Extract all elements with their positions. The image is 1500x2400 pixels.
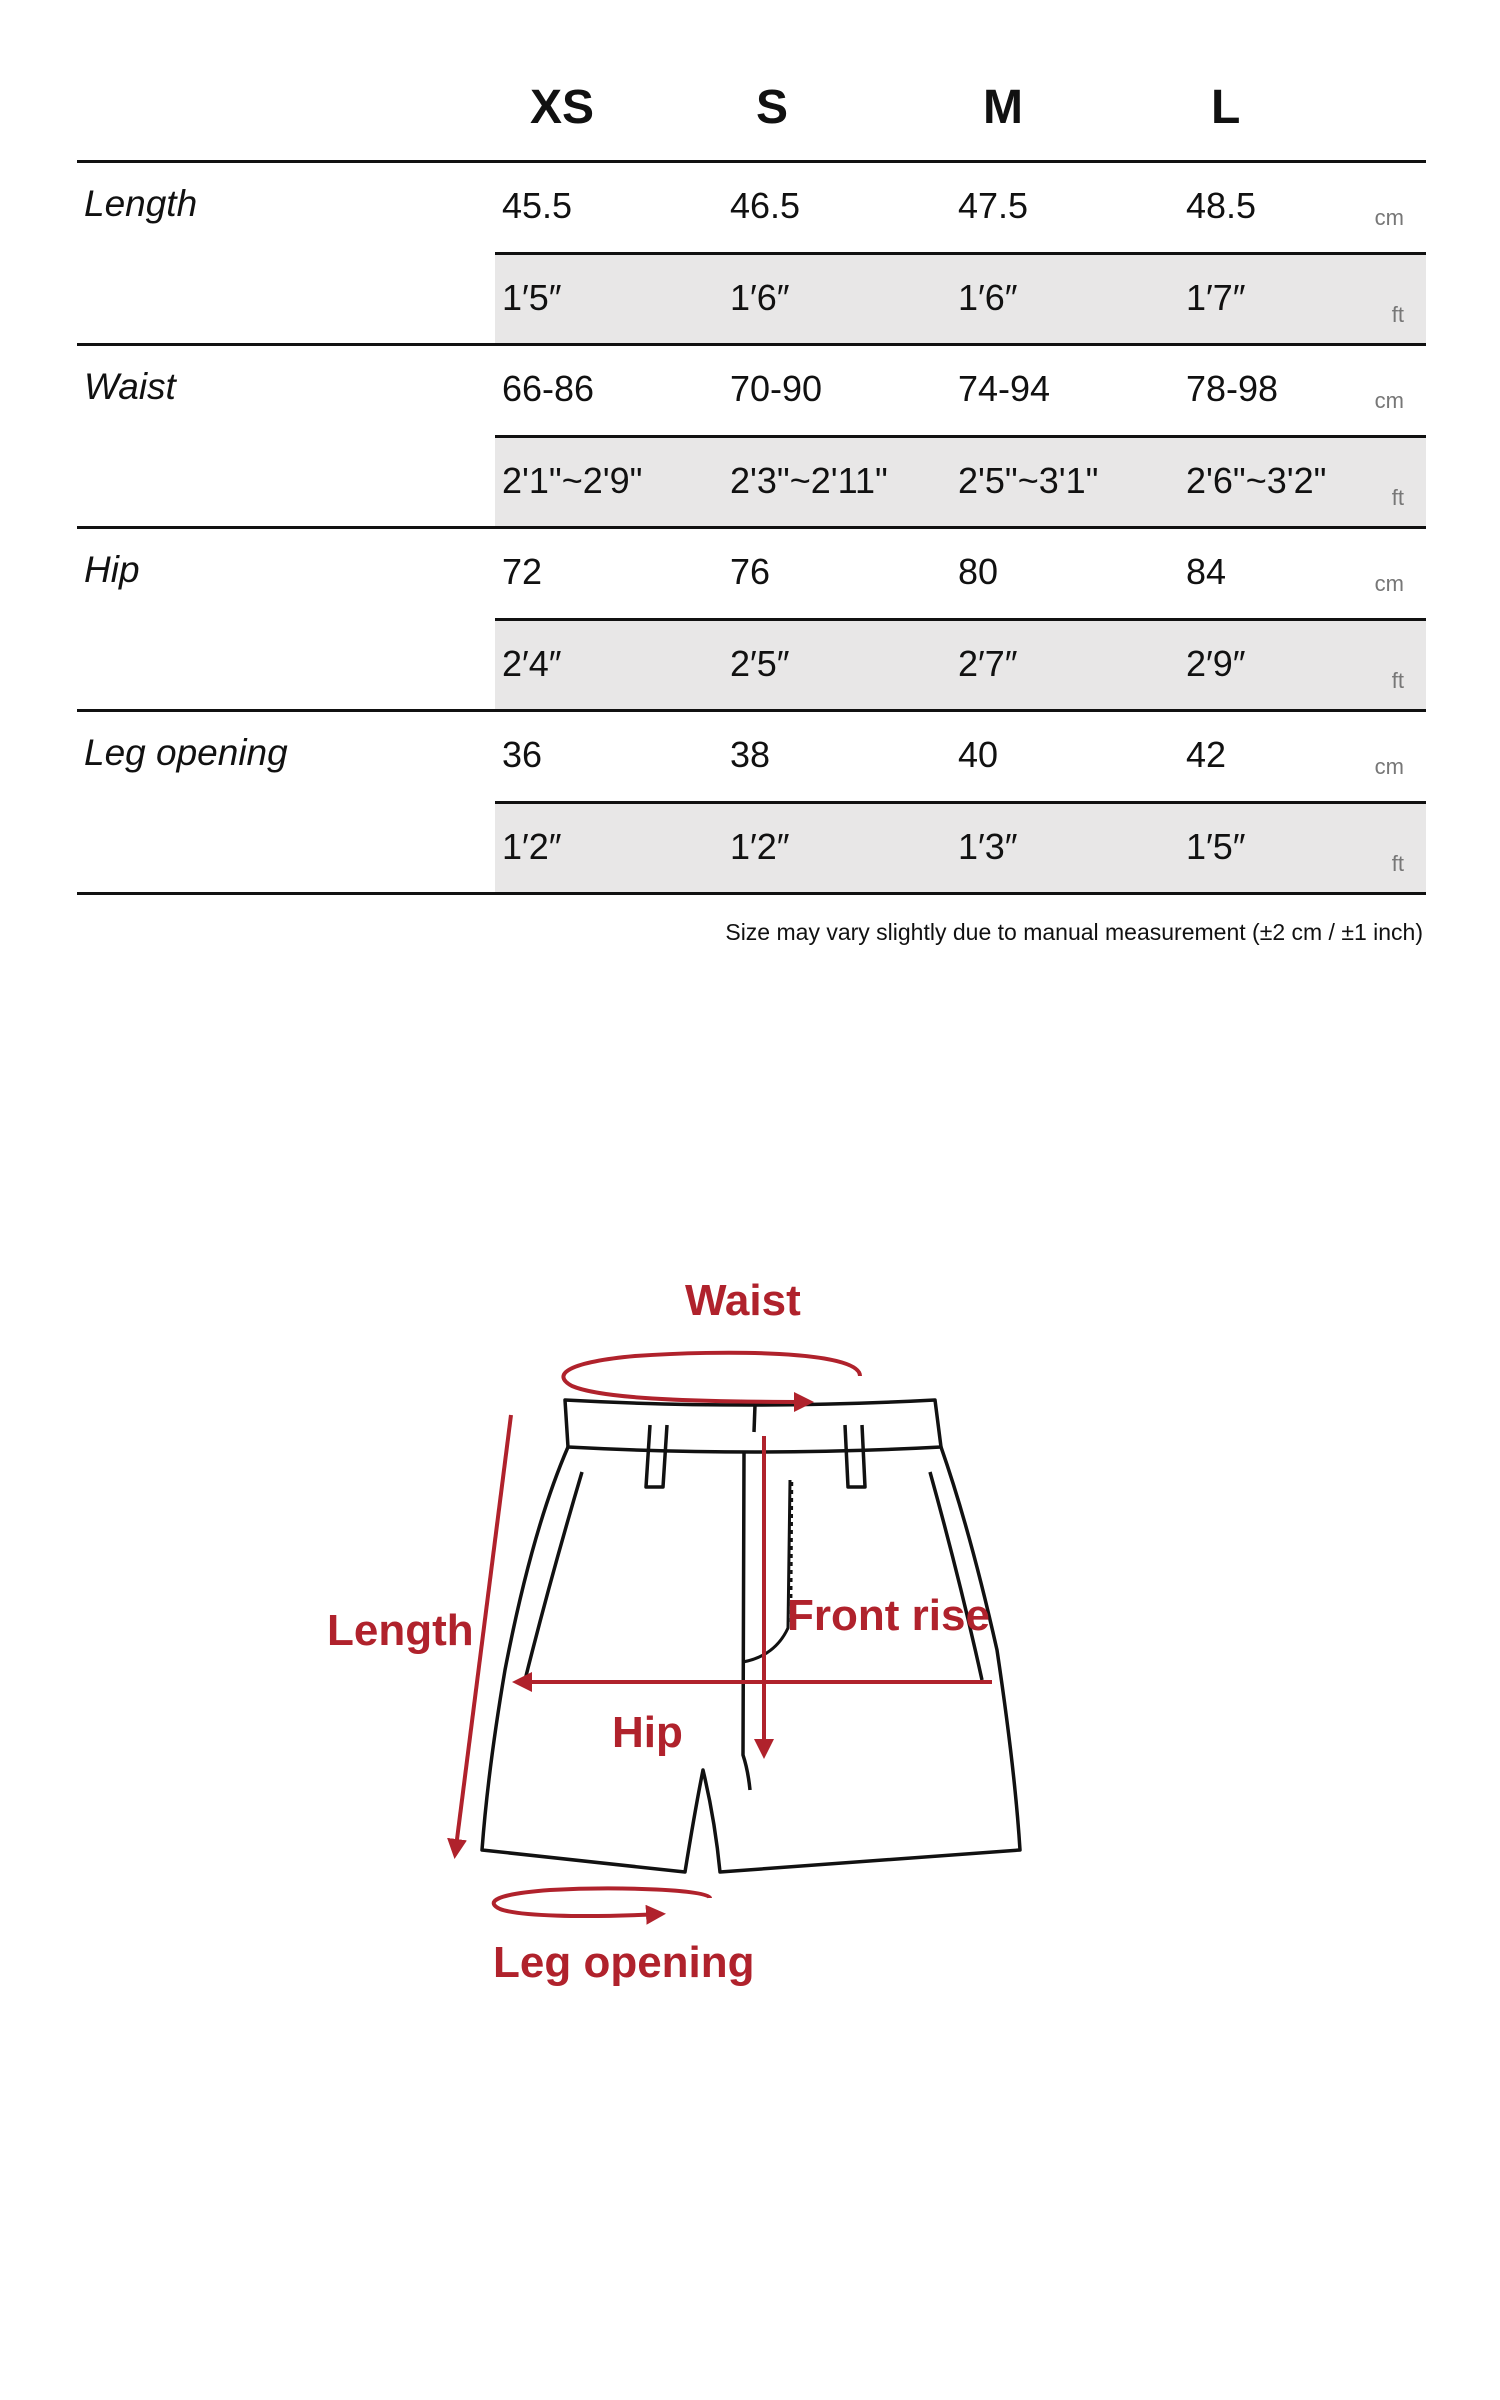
value-cell: 1′6″ xyxy=(730,277,790,318)
cm-row xyxy=(495,346,1426,435)
ft-row xyxy=(495,801,1426,892)
measurement-group-length xyxy=(77,160,1426,343)
value-cell: 78-98 xyxy=(1186,368,1279,409)
value-cell: 70-90 xyxy=(730,368,823,409)
value-cell: 48.5 xyxy=(1186,185,1257,226)
value-cell: 45.5 xyxy=(502,185,573,226)
unit-ft-label: ft xyxy=(1391,851,1404,876)
value-cell: 2'1"~2'9" xyxy=(502,460,643,501)
size-header-l: L xyxy=(1211,81,1241,134)
value-cell: 36 xyxy=(502,734,543,775)
size-header-xs: XS xyxy=(530,81,595,134)
value-cell: 2'3"~2'11" xyxy=(730,460,888,501)
value-cell: 2′5″ xyxy=(730,643,790,684)
value-cell: 1′6″ xyxy=(958,277,1018,318)
shorts-measurement-diagram xyxy=(300,1250,1100,2010)
measurement-group-waist xyxy=(77,343,1426,526)
measurement-note: Size may vary slightly due to manual measurement (±2 cm / ±1 inch) xyxy=(725,919,1423,945)
value-cell: 66-86 xyxy=(502,368,595,409)
shorts-diagram-svg xyxy=(300,1250,1100,2010)
measurement-label: Waist xyxy=(84,366,176,407)
value-cell: 1′5″ xyxy=(1186,826,1246,867)
belt-loop-right xyxy=(845,1425,865,1487)
unit-ft-label: ft xyxy=(1391,668,1404,693)
value-cell: 40 xyxy=(958,734,999,775)
value-cell: 1′2″ xyxy=(730,826,790,867)
cm-row xyxy=(495,163,1426,252)
size-header-s: S xyxy=(756,81,789,134)
waist-label: Waist xyxy=(685,1276,801,1325)
table-bottom-rule xyxy=(77,892,1426,945)
measurement-label: Length xyxy=(84,183,198,224)
ft-row xyxy=(495,252,1426,343)
value-cell: 1′3″ xyxy=(958,826,1018,867)
size-chart-table xyxy=(77,0,1426,945)
value-cell: 1′7″ xyxy=(1186,277,1246,318)
leg-opening-arrow xyxy=(494,1888,710,1916)
value-cell: 2'6"~3'2" xyxy=(1186,460,1327,501)
leg-opening-label: Leg opening xyxy=(493,1938,755,1987)
value-cell: 84 xyxy=(1186,551,1227,592)
value-cell: 1′5″ xyxy=(502,277,562,318)
value-cell: 74-94 xyxy=(958,368,1051,409)
cm-row xyxy=(495,529,1426,618)
value-cell: 80 xyxy=(958,551,999,592)
value-cell: 38 xyxy=(730,734,771,775)
size-header-row xyxy=(77,0,1426,160)
measurement-group-leg-opening xyxy=(77,709,1426,892)
hip-label: Hip xyxy=(612,1708,683,1757)
value-cell: 42 xyxy=(1186,734,1227,775)
waist-arrow xyxy=(563,1353,860,1402)
front-rise-label: Front rise xyxy=(787,1591,990,1640)
size-header-m: M xyxy=(983,81,1023,134)
value-cell: 76 xyxy=(730,551,771,592)
unit-cm-label: cm xyxy=(1374,388,1404,413)
value-cell: 46.5 xyxy=(730,185,801,226)
cm-row xyxy=(495,712,1426,801)
value-cell: 2′7″ xyxy=(958,643,1018,684)
measurement-label: Hip xyxy=(84,549,140,590)
value-cell: 2'5"~3'1" xyxy=(958,460,1099,501)
value-cell: 1′2″ xyxy=(502,826,562,867)
measurement-label: Leg opening xyxy=(84,732,288,773)
ft-row xyxy=(495,618,1426,709)
ft-row xyxy=(495,435,1426,526)
unit-cm-label: cm xyxy=(1374,571,1404,596)
unit-ft-label: ft xyxy=(1391,485,1404,510)
measurement-group-hip xyxy=(77,526,1426,709)
value-cell: 47.5 xyxy=(958,185,1029,226)
length-label: Length xyxy=(327,1606,474,1655)
unit-cm-label: cm xyxy=(1374,754,1404,779)
value-cell: 72 xyxy=(502,551,543,592)
value-cell: 2′9″ xyxy=(1186,643,1246,684)
unit-cm-label: cm xyxy=(1374,205,1404,230)
belt-loop-left xyxy=(646,1425,667,1487)
value-cell: 2′4″ xyxy=(502,643,562,684)
unit-ft-label: ft xyxy=(1391,302,1404,327)
